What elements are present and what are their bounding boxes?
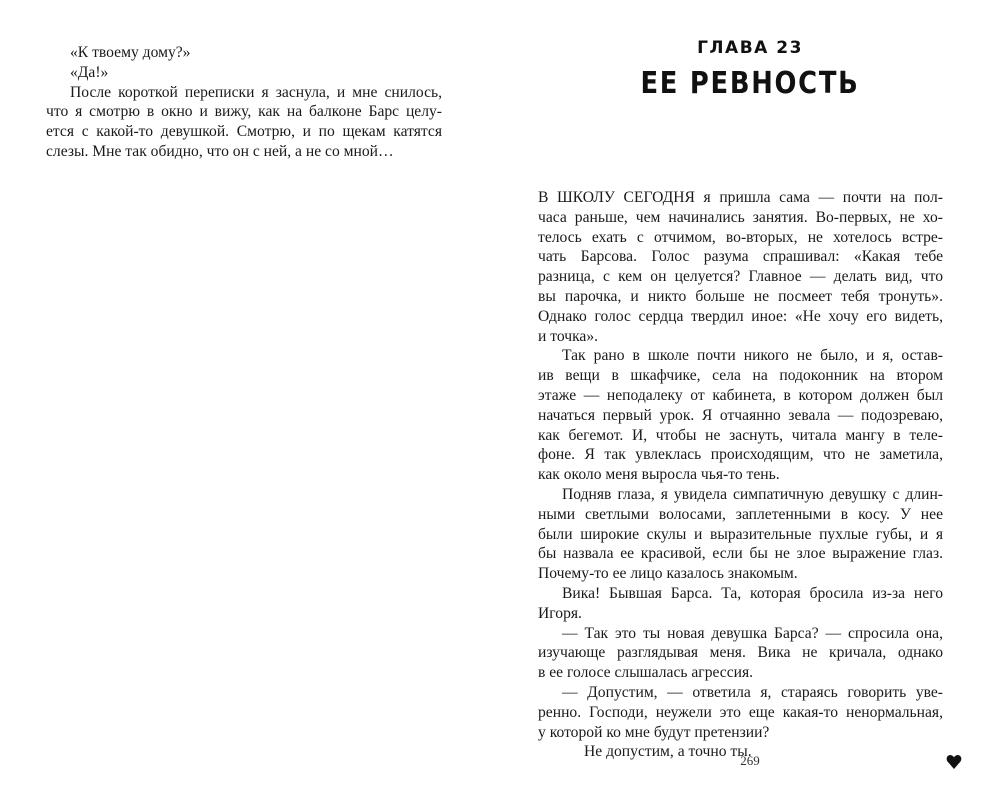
text-line: ренно. Господи, неужели это еще какая-то ненормальная,: [538, 703, 943, 721]
text-line: этаже — неподалеку от кабинета, в котором должен был: [538, 386, 943, 404]
text-line: — Так это ты новая девушка Барса? — спросила она,: [562, 624, 943, 642]
text-line: В ШКОЛУ СЕГОДНЯ я пришла сама — почти на пол-: [538, 189, 943, 206]
text-line: ется с какой-то девушкой. Смотрю, и по щекам катятся: [46, 123, 442, 141]
chapter-title: ЕЕ РЕВНОСТЬ: [640, 66, 860, 101]
text-line: чать Барсова. Голос разума спрашивал: «Какая тебе: [538, 248, 943, 266]
text-line: начаться первый урок. Я отчаянно зевала — подозреваю,: [538, 406, 943, 424]
page-number: 269: [740, 753, 760, 768]
text-line: бы назвала ее красивой, если бы не злое выражение глаз.: [538, 545, 943, 563]
text-line: телось ехать с отчимом, во-вторых, не хотелось встре-: [538, 228, 943, 246]
text-line: фоне. Я так увлеклась происходящим, что не заметила,: [538, 446, 943, 464]
text-line: и точка».: [538, 327, 599, 345]
text-line: были широкие скулы и выразительные пухлые губы, и я: [538, 525, 943, 543]
text-line: Почему-то ее лицо казалось знакомым.: [538, 565, 798, 583]
heart-icon: [946, 754, 962, 770]
text-line: Так рано в школе почти никого не было, и я, остав-: [562, 347, 943, 365]
text-line: часа раньше, чем начинались занятия. Во-первых, не хо-: [538, 208, 943, 226]
text-line: что я смотрю в окно и вижу, как на балконе Барс целу-: [46, 103, 442, 121]
text-line: Игоря.: [538, 604, 582, 622]
text-line: ными светлыми волосами, заплетенными в косу. У нее: [538, 505, 943, 523]
right-page: [500, 0, 1000, 789]
text-line: — Допустим, — ответила я, стараясь говорить уве-: [562, 683, 943, 701]
text-line: изучающе разглядывая меня. Вика не кричала, однако: [538, 644, 943, 662]
text-line: слезы. Мне так обидно, что он с ней, а не со мной…: [46, 142, 394, 160]
text-line: Вика! Бывшая Барса. Та, которая бросила из-за него: [562, 584, 943, 602]
right-page-text: [538, 188, 943, 762]
text-line: как бегемот. И, чтобы не заснуть, читала мангу в теле-: [538, 426, 943, 444]
left-page-text: [46, 43, 442, 162]
text-line: Однако голос сердца твердил иное: «Не хочу его видеть,: [538, 307, 943, 325]
chapter-label: ГЛАВА 23: [697, 38, 803, 58]
text-line: После короткой переписки я заснула, и мне снилось,: [70, 83, 442, 101]
text-line: ив вещи в шкафчике, села на подоконник на втором: [538, 367, 943, 385]
text-line: как около меня выросла чья-то тень.: [538, 466, 780, 484]
text-line: «Да!»: [70, 63, 109, 81]
text-line: вы парочка, и никто больше не посмеет тебя тронуть».: [538, 287, 943, 305]
text-line: разница, с кем он целуется? Главное — делать вид, что: [538, 268, 943, 286]
text-line: Подняв глаза, я увидела симпатичную девушку с длин-: [562, 485, 943, 503]
text-line: «К твоему дому?»: [70, 44, 191, 61]
text-line: у которой ко мне будут претензии?: [538, 723, 770, 741]
text-line: в ее голосе слышалась агрессия.: [538, 664, 754, 682]
text-line: Не допустим, а точно ты.: [584, 743, 752, 761]
